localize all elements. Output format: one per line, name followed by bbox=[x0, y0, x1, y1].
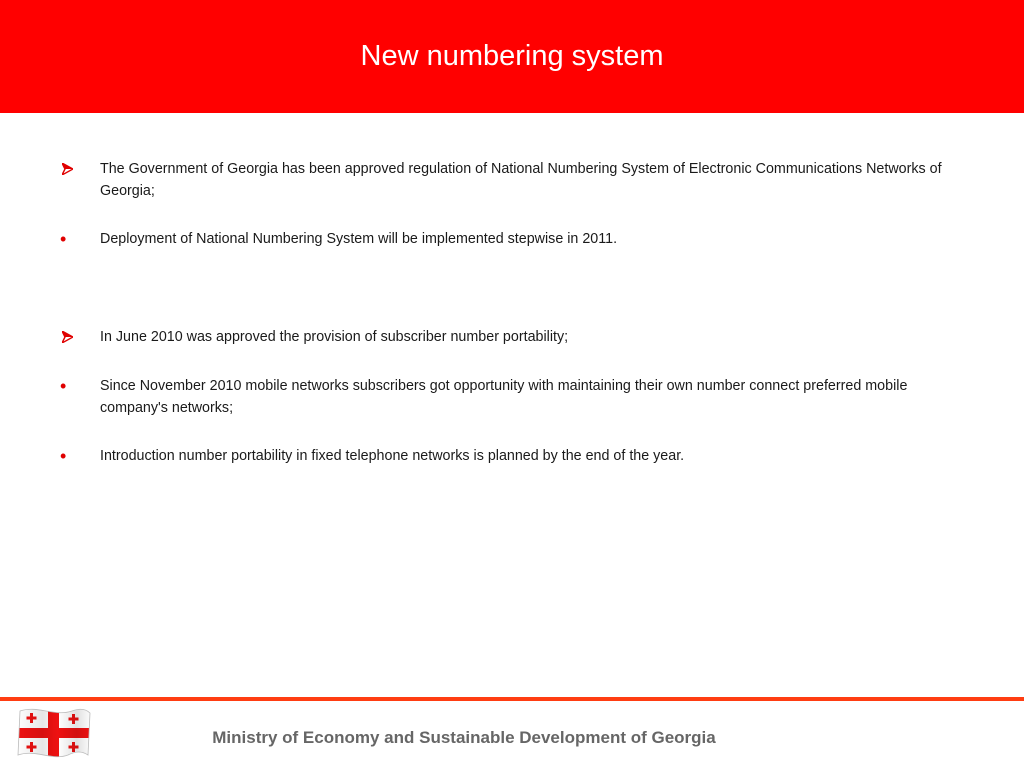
dot-bullet-icon: • bbox=[60, 446, 67, 466]
footer-divider bbox=[0, 697, 1024, 701]
footer-ministry-name: Ministry of Economy and Sustainable Development of Georgia bbox=[212, 728, 716, 747]
bullet-text: Since November 2010 mobile networks subscribers got opportunity with maintaining their own number connect preferred mobile company's networks; bbox=[100, 378, 908, 416]
arrow-bullet-icon bbox=[58, 158, 78, 180]
dot-bullet-icon: • bbox=[60, 376, 67, 396]
bullet-text: Introduction number portability in fixed telephone networks is planned by the end of the year. bbox=[100, 448, 685, 464]
arrow-bullet-icon bbox=[58, 326, 78, 348]
bullet-text: In June 2010 was approved the provision of subscriber number portability; bbox=[100, 329, 569, 345]
bullet-text: The Government of Georgia has been approved regulation of National Numbering System of Electronic Communications Networks of Georgia; bbox=[100, 161, 942, 199]
slide-title: New numbering system bbox=[360, 40, 664, 72]
bullet-text: Deployment of National Numbering System will be implemented stepwise in 2011. bbox=[100, 231, 618, 247]
dot-bullet-icon: • bbox=[60, 229, 67, 249]
